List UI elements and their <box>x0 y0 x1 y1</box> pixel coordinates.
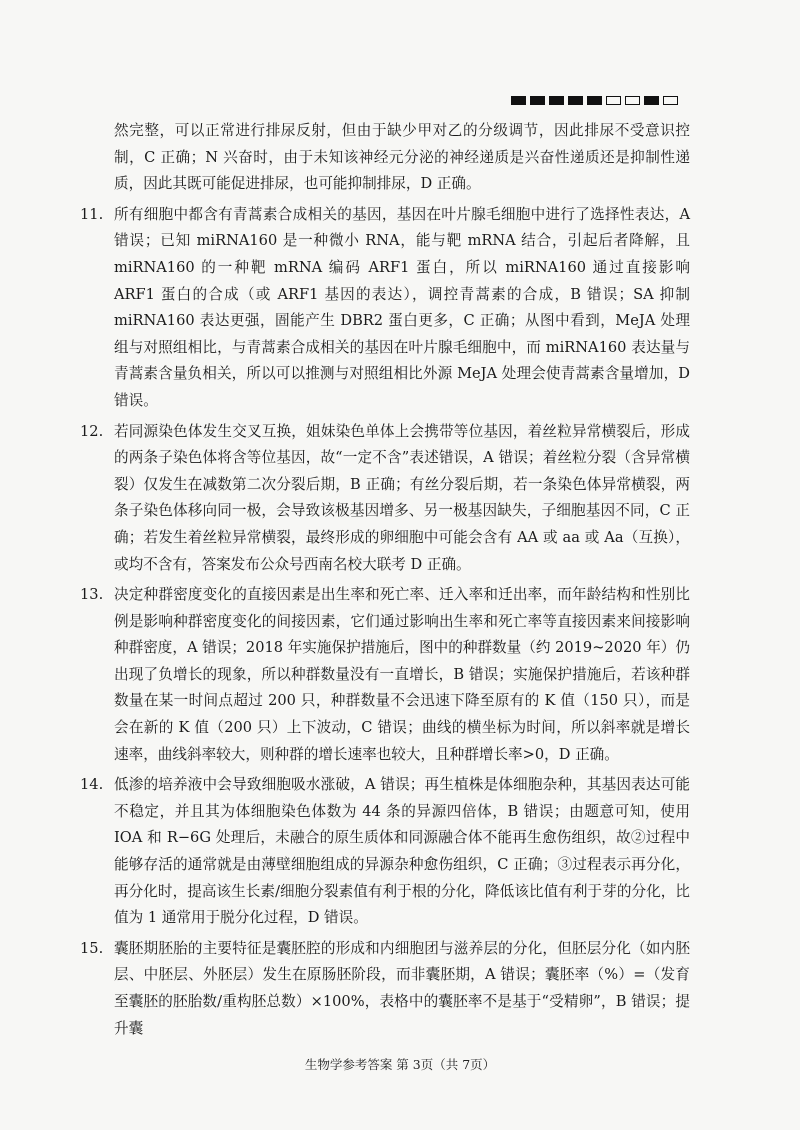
answer-item-13 <box>80 582 690 768</box>
item-number: 14. <box>80 776 104 794</box>
answer-content <box>80 118 690 1042</box>
item-number: 12. <box>80 422 104 440</box>
page-marker <box>568 96 583 105</box>
item-text: 低渗的培养液中会导致细胞吸水涨破，A 错误；再生植株是体细胞杂种，其基因表达可能不稳定，并且其为体细胞染色体数为 44 条的异源四倍体，B 错误；由题意可知，使用 IOA 和 R−6G 处理后，未融合的原生质体和同源融合体不能再生愈伤组织，故②过程中能够存活的通常就是由薄壁细胞组成的异源杂种愈伤组织，C 正确；③过程表示再分化，再分化时，提高该生长素/细胞分裂素值有利于根的分化，降低该比值有利于芽的分化，比值为 1 通常用于脱分化过程，D 错误。 <box>114 776 690 927</box>
page-marker <box>644 96 659 105</box>
answer-item-14 <box>80 772 690 932</box>
item-text: 所有细胞中都含有青蒿素合成相关的基因，基因在叶片腺毛细胞中进行了选择性表达，A 错误；已知 miRNA160 是一种微小 RNA，能与靶 mRNA 结合，引起后者降解，且 miRNA160 的一种靶 mRNA 编码 ARF1 蛋白，所以 miRNA160 通过直接影响 ARF1 蛋白的合成（或 ARF1 基因的表达），调控青蒿素的合成，B 错误；SA 抑制 miRNA160 表达更强，圄能产生 DBR2 蛋白更多，C 正确；从图中看到，MeJA 处理组与对照组相比，与青蒿素合成相关的基因在叶片腺毛细胞中，而 miRNA160 表达量与青蒿素含量负相关，所以可以推测与对照组相比外源 MeJA 处理会使青蒿素含量增加，D 错误。 <box>114 205 690 409</box>
page-marker <box>511 96 526 105</box>
continuation-paragraph: 然完整，可以正常进行排尿反射，但由于缺少甲对乙的分级调节，因此排尿不受意识控制，C 正确；N 兴奋时，由于未知该神经元分泌的神经递质是兴奋性递质还是抑制性递质，因此其既可能促进排尿，也可能抑制排尿，D 正确。 <box>114 122 690 193</box>
page-marker <box>606 96 621 105</box>
item-number: 11. <box>80 205 104 223</box>
answer-item-11 <box>80 202 690 415</box>
page-marker <box>549 96 564 105</box>
page-marker-strip <box>511 96 678 105</box>
answer-item-15 <box>80 936 690 1042</box>
item-text: 若同源染色体发生交叉互换，姐妹染色单体上会携带等位基因，着丝粒异常横裂后，形成的两条子染色体将含等位基因，故“一定不含”表述错误，A 错误；着丝粒分裂（含异常横裂）仅发生在减数第二次分裂后期，B 正确；有丝分裂后期，若一条染色体异常横裂，两条子染色体移向同一极，会导致该极基因增多、另一极基因缺失，子细胞基因不同，C 正确；若发生着丝粒异常横裂，最终形成的卵细胞中可能会含有 AA 或 aa 或 Aa（互换），或均不含有，答案发布公众号西南名校大联考 D 正确。 <box>114 422 690 573</box>
page-marker <box>587 96 602 105</box>
page-footer: 生物学参考答案 第 3页（共 7页） <box>304 1057 496 1072</box>
item-text: 囊胚期胚胎的主要特征是囊胚腔的形成和内细胞团与滋养层的分化，但胚层分化（如内胚层、中胚层、外胚层）发生在原肠胚阶段，而非囊胚期，A 错误；囊胚率（%）=（发育至囊胚的胚胎数/重构胚总数）×100%，表格中的囊胚率不是基于“受精卵”，B 错误；提升囊 <box>114 939 690 1037</box>
item-number: 15. <box>80 939 104 957</box>
page-marker <box>625 96 640 105</box>
item-text: 决定种群密度变化的直接因素是出生率和死亡率、迁入率和迁出率，而年龄结构和性别比例是影响种群密度变化的间接因素，它们通过影响出生率和死亡率等直接因素来间接影响种群密度，A 错误；2018 年实施保护措施后，图中的种群数量（约 2019~2020 年）仍出现了负增长的现象，所以种群数量没有一直增长，B 错误；实施保护措施后，若该种群数量在某一时间点超过 200 只，种群数量不会迅速下降至原有的 K 值（150 只），而是会在新的 K 值（200 只）上下波动，C 错误；曲线的横坐标为时间，所以斜率就是增长速率，曲线斜率较大，则种群的增长速率也较大，且种群增长率>0，D 正确。 <box>114 586 690 763</box>
page-marker <box>663 96 678 105</box>
page-marker <box>530 96 545 105</box>
answer-item-12 <box>80 419 690 579</box>
item-number: 13. <box>80 586 104 604</box>
